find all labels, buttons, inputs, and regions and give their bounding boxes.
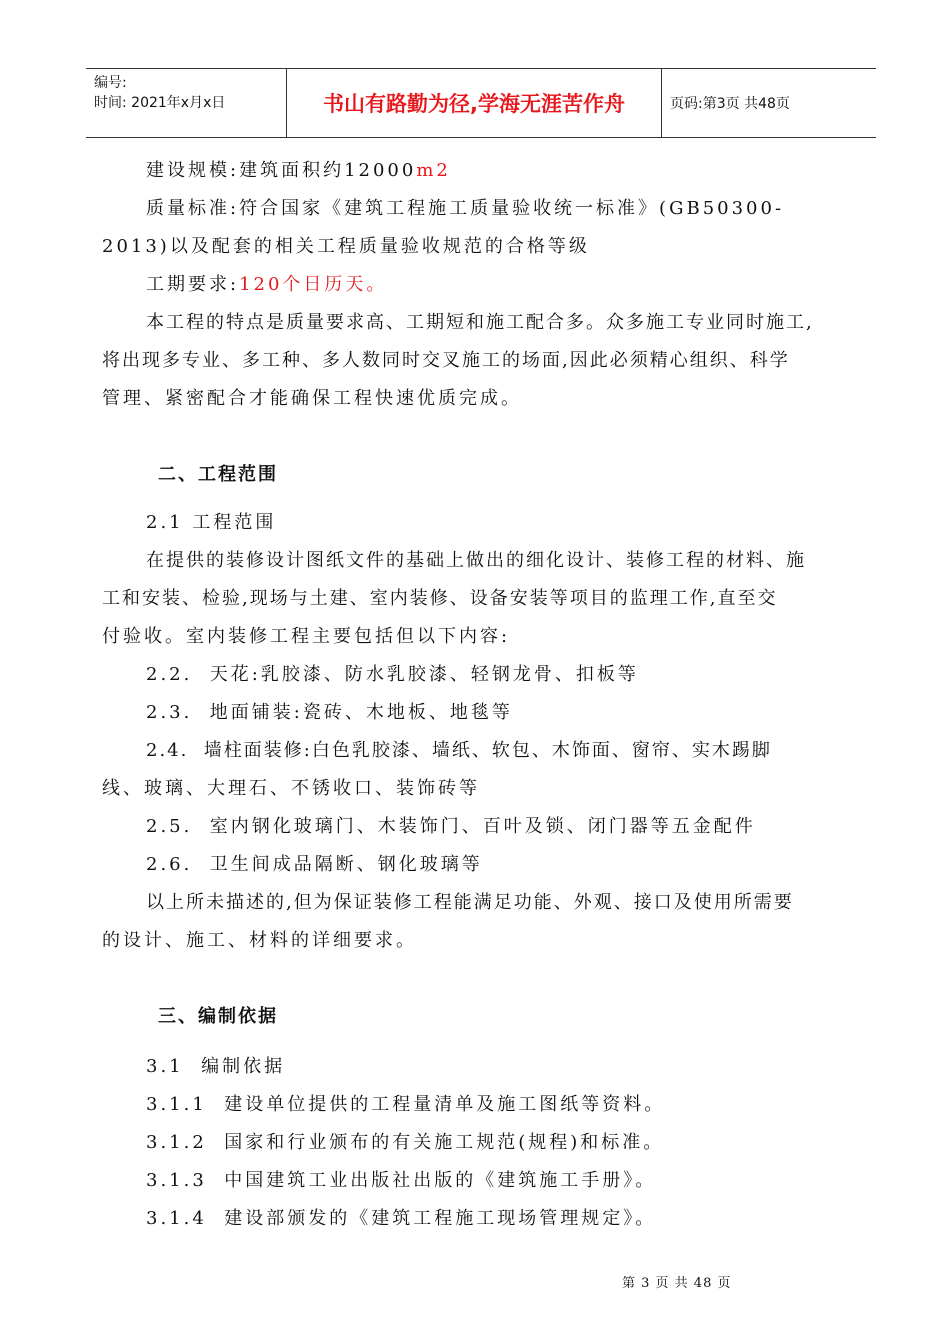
- scale-unit: m2: [416, 160, 451, 181]
- page-footer: 第 3 页 共 48 页: [622, 1276, 732, 1291]
- header-meta: [86, 69, 286, 137]
- section-2-heading: 二、工程范围: [158, 464, 278, 485]
- s3-1-3: 3.1.3 中国建筑工业出版社出版的《建筑施工手册》。: [146, 1170, 657, 1191]
- header-motto: 书山有路勤为径,学海无涯苦作舟: [286, 69, 662, 137]
- s3-1: 3.1 编制依据: [146, 1056, 286, 1077]
- s2-intro-line-1: 在提供的装修设计图纸文件的基础上做出的细化设计、装修工程的材料、施: [146, 550, 806, 571]
- s2-4-line-1: 2.4. 墙柱面装修:白色乳胶漆、墙纸、软包、木饰面、窗帘、实木踢脚: [146, 740, 772, 761]
- feature-line-3: 管理、紧密配合才能确保工程快速优质完成。: [102, 388, 522, 409]
- quality-line-1: 质量标准:符合国家《建筑工程施工质量验收统一标准》(GB50300-: [146, 198, 785, 219]
- s3-1-4: 3.1.4 建设部颁发的《建筑工程施工现场管理规定》。: [146, 1208, 657, 1229]
- scale-paragraph: [102, 152, 862, 190]
- period-paragraph: [102, 266, 862, 304]
- s3-1-2: 3.1.2 国家和行业颁布的有关施工规范(规程)和标准。: [146, 1132, 665, 1153]
- serial-label: 编号:: [94, 75, 127, 91]
- s2-1: 2.1 工程范围: [146, 512, 277, 533]
- s2-intro-line-3: 付验收。室内装修工程主要包括但以下内容:: [102, 626, 511, 647]
- s2-note-line-1: 以上所未描述的,但为保证装修工程能满足功能、外观、接口及使用所需要: [146, 892, 794, 913]
- time-label: 时间: 2021年x月x日: [94, 95, 226, 111]
- feature-line-2: 将出现多专业、多工种、多人数同时交叉施工的场面,因此必须精心组织、科学: [102, 350, 790, 371]
- s2-3: 2.3. 地面铺装:瓷砖、木地板、地毯等: [146, 702, 513, 723]
- scale-label: 建设规模:建筑面积约12000: [146, 160, 417, 181]
- header-page-info: 页码:第3页 共48页: [670, 96, 790, 112]
- quality-line-2: 2013)以及配套的相关工程质量验收规范的合格等级: [102, 236, 590, 257]
- document-body: [102, 152, 862, 1238]
- s3-1-1: 3.1.1 建设单位提供的工程量清单及施工图纸等资料。: [146, 1094, 666, 1115]
- period-label: 工期要求:: [146, 274, 240, 295]
- s2-intro-line-2: 工和安装、检验,现场与土建、室内装修、设备安装等项目的监理工作,直至交: [102, 588, 778, 609]
- s2-4-line-2: 线、玻璃、大理石、不锈收口、装饰砖等: [102, 778, 480, 799]
- section-3-heading: 三、编制依据: [158, 1006, 278, 1027]
- s2-note-line-2: 的设计、施工、材料的详细要求。: [102, 930, 417, 951]
- s2-2: 2.2. 天花:乳胶漆、防水乳胶漆、轻钢龙骨、扣板等: [146, 664, 639, 685]
- page-header: [86, 68, 876, 138]
- s2-6: 2.6. 卫生间成品隔断、钢化玻璃等: [146, 854, 483, 875]
- s2-5: 2.5. 室内钢化玻璃门、木装饰门、百叶及锁、闭门器等五金配件: [146, 816, 756, 837]
- period-value: 120个日历天。: [239, 274, 388, 295]
- feature-line-1: 本工程的特点是质量要求高、工期短和施工配合多。众多施工专业同时施工,: [146, 312, 814, 333]
